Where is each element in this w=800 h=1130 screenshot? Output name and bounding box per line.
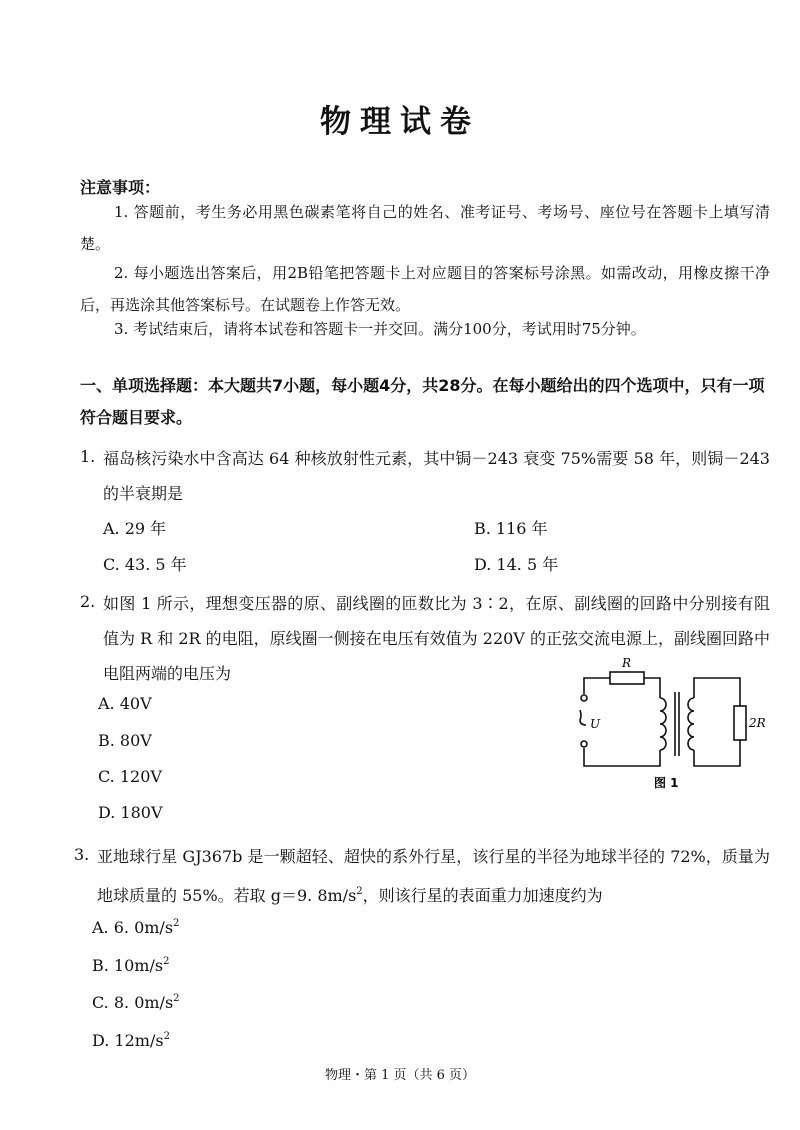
question-2-option-c: C. 120V [98, 767, 162, 786]
source-symbol [580, 710, 586, 725]
question-2-option-a: A. 40V [98, 694, 152, 713]
notice-item-2: 2. 每小题选出答案后，用2B铅笔把答题卡上对应题目的答案标号涂黑。如需改动，用橡皮擦干净后，再选涂其他答案标号。在试题卷上作答无效。 [80, 264, 770, 314]
question-1-option-c: C. 43. 5 年 [103, 555, 187, 574]
option-c-exponent: 2 [173, 993, 180, 1004]
label-r: R [622, 656, 632, 670]
question-3-number: 3. [74, 845, 90, 864]
question-1-option-b: B. 116 年 [474, 519, 548, 538]
question-2-option-b: B. 80V [98, 731, 152, 750]
question-3-stem [97, 839, 770, 913]
secondary-wire-bottom [694, 740, 740, 766]
primary-wire-bottom [584, 748, 660, 766]
question-2-option-d: D. 180V [98, 803, 163, 822]
question-1-number: 1. [80, 447, 96, 466]
label-2r: 2R [749, 716, 766, 730]
question-3-stem-exponent: 2 [356, 886, 363, 897]
option-a-text: A. 6. 0m/s [92, 918, 174, 937]
question-3-option-d [92, 1031, 170, 1050]
option-d-text: D. 12m/s [92, 1031, 164, 1050]
primary-coil [660, 698, 666, 750]
option-a-exponent: 2 [173, 918, 180, 929]
primary-wire-top-right [644, 678, 660, 698]
secondary-wire-top [694, 678, 740, 706]
question-1-stem: 福岛核污染水中含高达 64 种核放射性元素，其中锔－243 衰变 75%需要 58 年，则锔－243的半衰期是 [103, 449, 770, 503]
question-3-option-a [92, 918, 179, 937]
resistor-2r [734, 706, 746, 740]
question-3-stem-text: 亚地球行星 GJ367b 是一颗超轻、超快的系外行星，该行星的半径为地球半径的 72%，质量为地球质量的 55%。若取 g＝9. 8m/s [97, 847, 770, 905]
option-b-exponent: 2 [163, 956, 170, 967]
question-1-option-a: A. 29 年 [103, 519, 167, 538]
figure-1-circuit [568, 652, 768, 792]
option-d-exponent: 2 [163, 1031, 170, 1042]
notice-item-1: 1. 答题前，考生务必用黑色碳素笔将自己的姓名、准考证号、考场号、座位号在答题卡上填写清楚。 [80, 203, 770, 253]
source-terminal-bottom [581, 741, 587, 747]
question-1-option-d: D. 14. 5 年 [474, 555, 559, 574]
source-terminal-top [581, 695, 587, 701]
question-3-option-b [92, 956, 169, 975]
question-3-option-c [92, 993, 180, 1012]
section-heading: 一、单项选择题：本大题共7小题，每小题4分，共28分。在每小题给出的四个选项中，只有一项符合题目要求。 [80, 376, 765, 427]
page-title: 物理试卷 [320, 104, 480, 140]
primary-wire-top-left [584, 678, 610, 694]
label-u: U [590, 717, 601, 731]
notice-heading: 注意事项： [80, 178, 161, 197]
question-2-number: 2. [80, 592, 96, 611]
question-2-stem: 如图 1 所示，理想变压器的原、副线圈的匝数比为 3∶2，在原、副线圈的回路中分别接有阻值为 R 和 2R 的电阻，原线圈一侧接在电压有效值为 220V 的正弦交流电源上，副线圈回路中电阻两端的电压为 [103, 594, 770, 683]
page-footer: 物理・第 1 页（共 6 页） [324, 1068, 476, 1083]
figure-caption: 图 1 [654, 776, 679, 790]
notice-item-3: 3. 考试结束后，请将本试卷和答题卡一并交回。满分100分，考试用时75分钟。 [114, 320, 646, 338]
resistor-r [610, 672, 644, 684]
question-3-stem-tail: ，则该行星的表面重力加速度约为 [362, 886, 603, 905]
option-c-text: C. 8. 0m/s [92, 993, 174, 1012]
secondary-coil [688, 698, 694, 750]
option-b-text: B. 10m/s [92, 956, 164, 975]
